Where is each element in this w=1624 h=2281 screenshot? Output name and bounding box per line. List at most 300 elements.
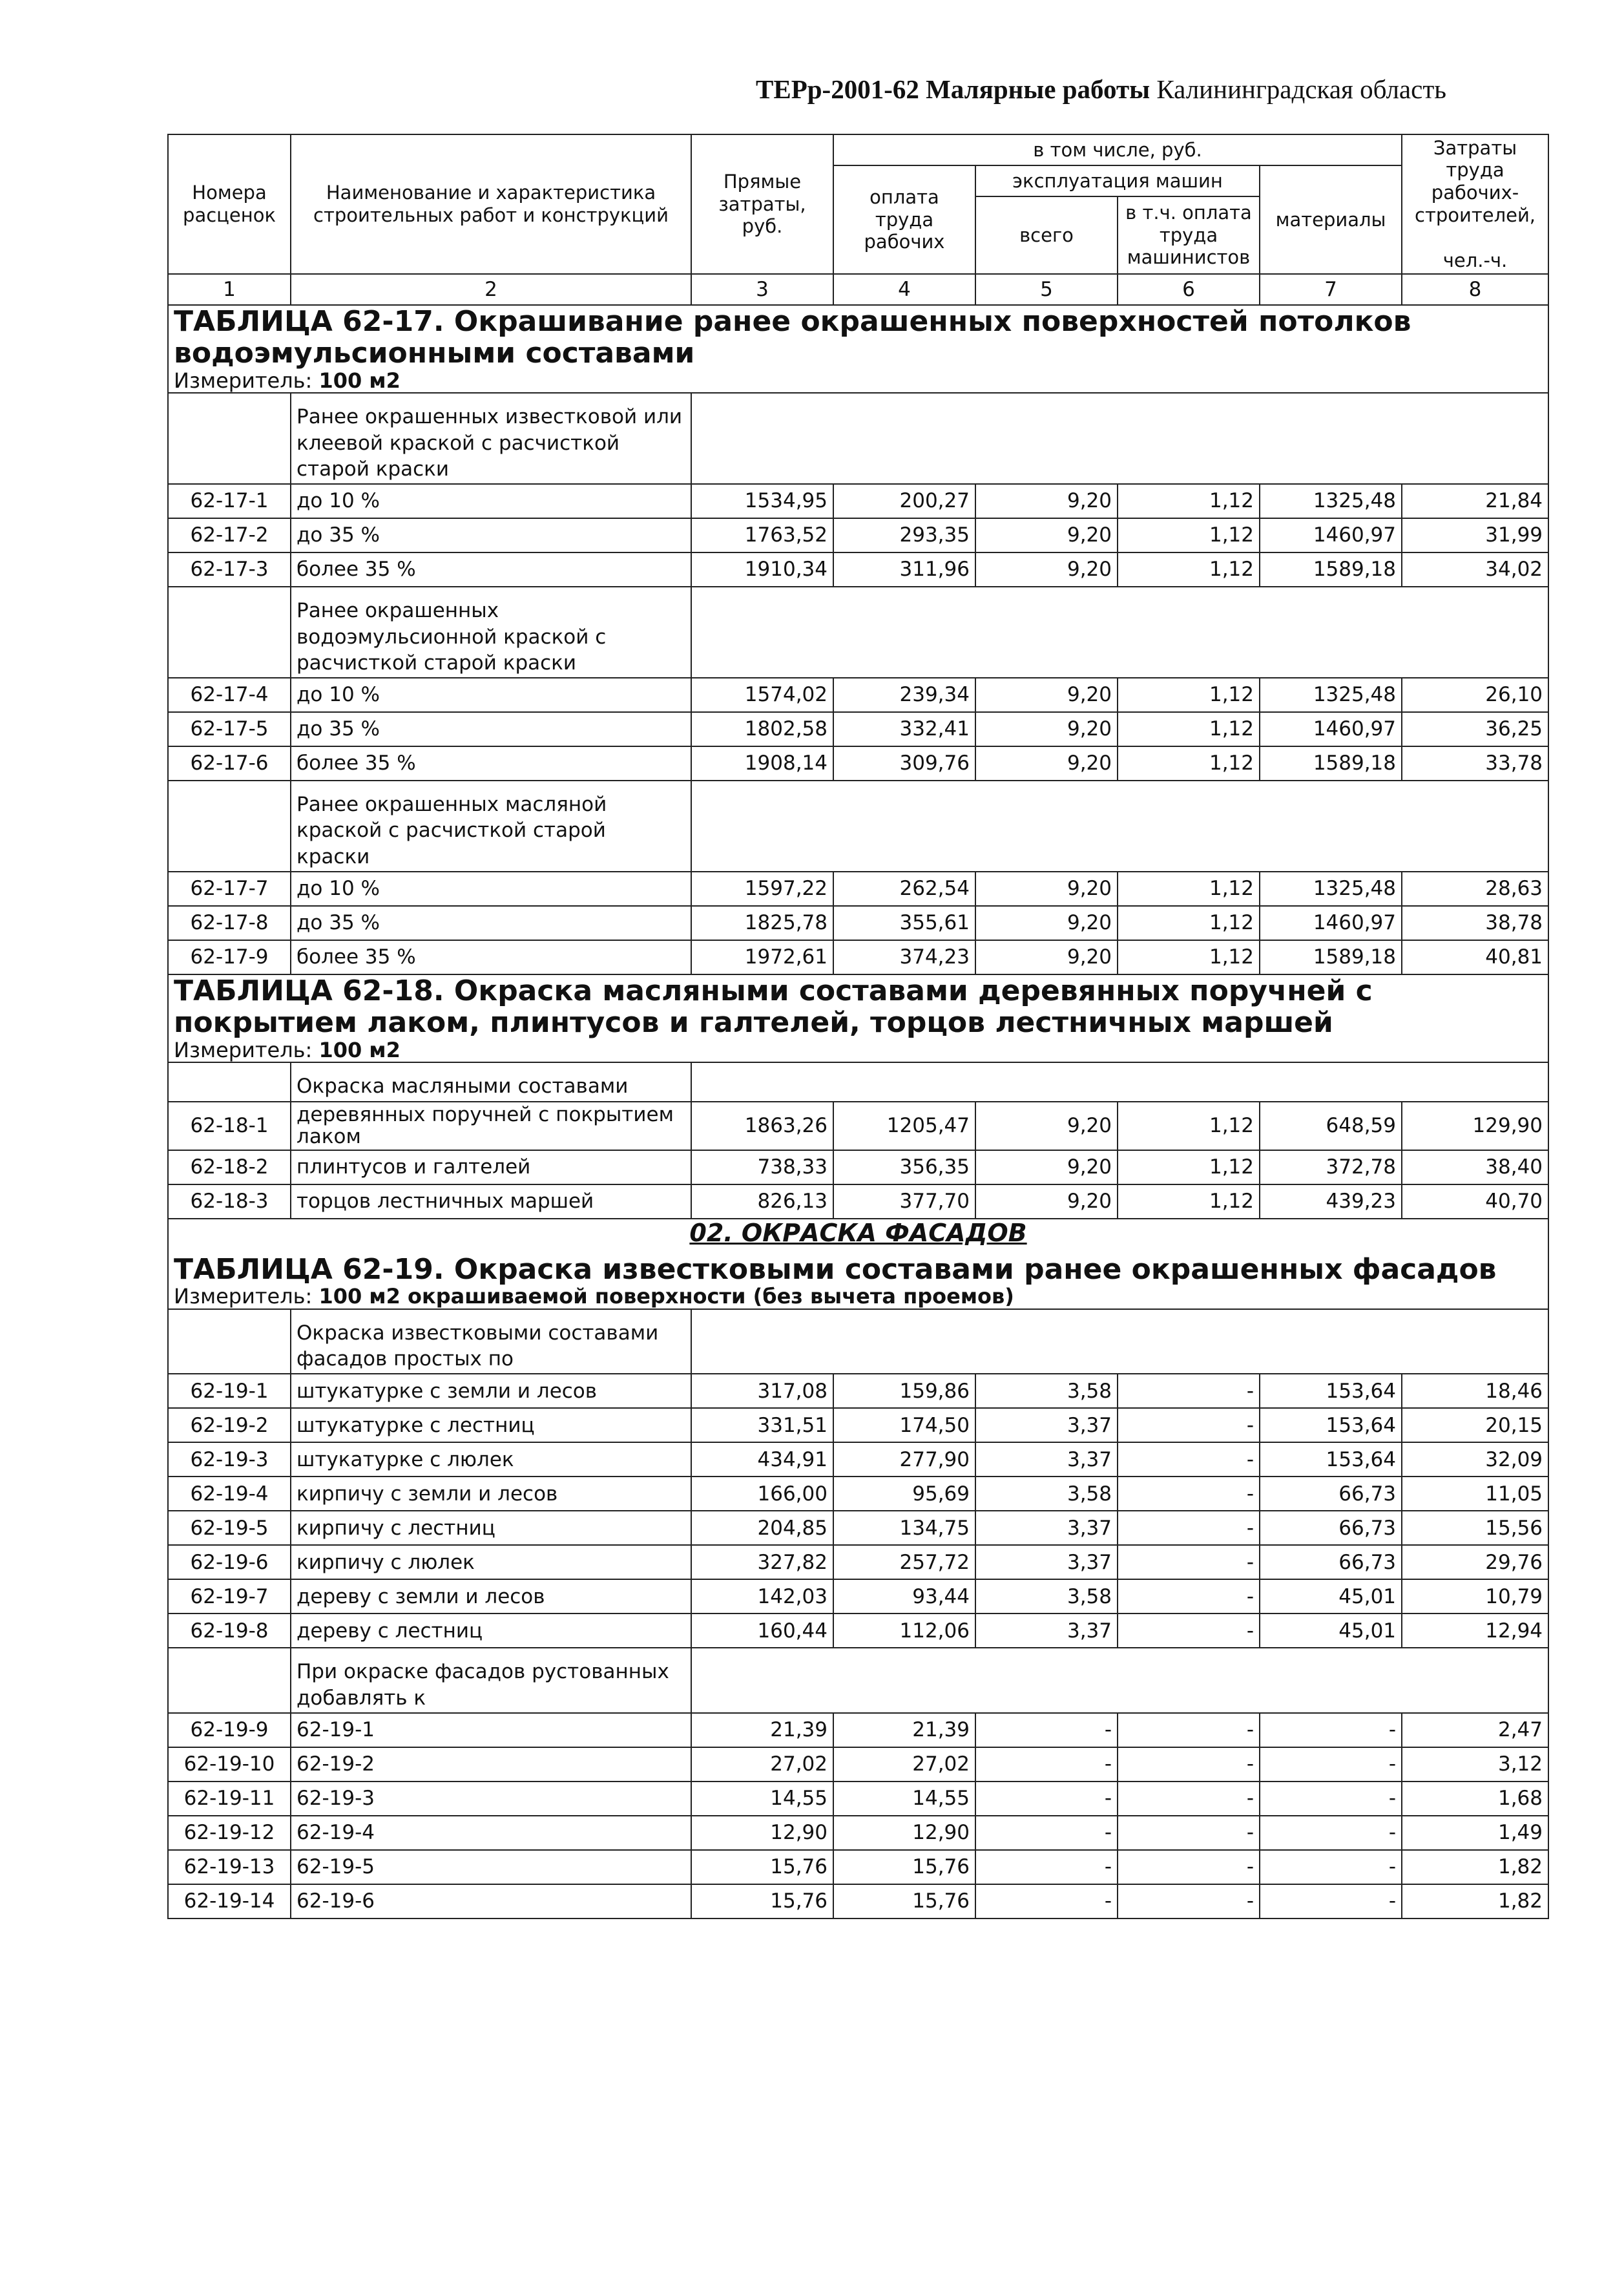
- direct-cost: 327,82: [691, 1545, 833, 1579]
- machine-cost: 9,20: [975, 518, 1118, 552]
- group-header-row: [168, 587, 1548, 678]
- direct-cost: 204,85: [691, 1511, 833, 1545]
- col-hours-line2: чел.-ч.: [1442, 249, 1508, 271]
- rate-code: 62-17-5: [168, 712, 291, 746]
- machine-cost: 9,20: [975, 872, 1118, 906]
- machine-cost: 9,20: [975, 1102, 1118, 1150]
- table-row: [168, 940, 1548, 974]
- rate-code: 62-17-7: [168, 872, 291, 906]
- labor-cost: 311,96: [833, 552, 975, 587]
- labor-hours: 26,10: [1402, 678, 1548, 712]
- labor-cost: 332,41: [833, 712, 975, 746]
- table-row: [168, 712, 1548, 746]
- machine-labor-cost: -: [1118, 1579, 1260, 1614]
- machine-labor-cost: 1,12: [1118, 678, 1260, 712]
- machine-cost: -: [975, 1850, 1118, 1884]
- rate-code: 62-17-8: [168, 906, 291, 940]
- labor-hours: 1,82: [1402, 1884, 1548, 1918]
- labor-hours: 129,90: [1402, 1102, 1548, 1150]
- col-num: 4: [833, 274, 975, 305]
- work-name: до 10 %: [291, 484, 691, 518]
- labor-hours: 20,15: [1402, 1408, 1548, 1442]
- work-name: 62-19-6: [291, 1884, 691, 1918]
- direct-cost: 826,13: [691, 1184, 833, 1219]
- machine-cost: 3,58: [975, 1374, 1118, 1408]
- machine-labor-cost: -: [1118, 1614, 1260, 1648]
- direct-cost: 434,91: [691, 1442, 833, 1477]
- table-row: [168, 1816, 1548, 1850]
- labor-cost: 355,61: [833, 906, 975, 940]
- group-label: Окраска масляными составами: [291, 1062, 691, 1101]
- unit-value: 100 м2: [318, 368, 401, 393]
- rate-code: 62-17-9: [168, 940, 291, 974]
- table-row: [168, 746, 1548, 781]
- col-num: 1: [168, 274, 291, 305]
- machine-labor-cost: -: [1118, 1477, 1260, 1511]
- materials-cost: 1325,48: [1260, 484, 1402, 518]
- group-code-cell: [168, 1062, 291, 1101]
- work-name: кирпичу с земли и лесов: [291, 1477, 691, 1511]
- direct-cost: 1802,58: [691, 712, 833, 746]
- table-title-row: [168, 1247, 1548, 1285]
- table-row: [168, 1184, 1548, 1219]
- machine-cost: 3,37: [975, 1545, 1118, 1579]
- labor-cost: 93,44: [833, 1579, 975, 1614]
- col-num: 3: [691, 274, 833, 305]
- machine-cost: 9,20: [975, 552, 1118, 587]
- work-name: до 35 %: [291, 906, 691, 940]
- materials-cost: 45,01: [1260, 1614, 1402, 1648]
- machine-labor-cost: 1,12: [1118, 518, 1260, 552]
- work-name: дереву с земли и лесов: [291, 1579, 691, 1614]
- machine-labor-cost: 1,12: [1118, 1184, 1260, 1219]
- labor-hours: 15,56: [1402, 1511, 1548, 1545]
- labor-cost: 200,27: [833, 484, 975, 518]
- table-row: [168, 1511, 1548, 1545]
- labor-hours: 40,70: [1402, 1184, 1548, 1219]
- rate-code: 62-19-1: [168, 1374, 291, 1408]
- rate-code: 62-19-11: [168, 1782, 291, 1816]
- labor-cost: 257,72: [833, 1545, 975, 1579]
- col-direct-header: Прямые затраты, руб.: [691, 134, 833, 274]
- machine-cost: 9,20: [975, 1150, 1118, 1184]
- col-machines-total-header: всего: [975, 196, 1118, 274]
- labor-cost: 21,39: [833, 1713, 975, 1747]
- machine-cost: 9,20: [975, 1184, 1118, 1219]
- machine-cost: 9,20: [975, 906, 1118, 940]
- labor-hours: 36,25: [1402, 712, 1548, 746]
- rate-code: 62-19-9: [168, 1713, 291, 1747]
- table-row: [168, 1442, 1548, 1477]
- group-label: Окраска известковыми составами фасадов простых по: [291, 1309, 691, 1374]
- labor-hours: 31,99: [1402, 518, 1548, 552]
- labor-hours: 18,46: [1402, 1374, 1548, 1408]
- materials-cost: 1325,48: [1260, 678, 1402, 712]
- labor-hours: 38,40: [1402, 1150, 1548, 1184]
- table-row: [168, 872, 1548, 906]
- unit-label: Измеритель:: [174, 1283, 313, 1309]
- group-header-row: [168, 1062, 1548, 1101]
- table-row: [168, 484, 1548, 518]
- direct-cost: 1863,26: [691, 1102, 833, 1150]
- direct-cost: 1910,34: [691, 552, 833, 587]
- direct-cost: 1763,52: [691, 518, 833, 552]
- rate-code: 62-17-6: [168, 746, 291, 781]
- subsection-row: [168, 1219, 1548, 1247]
- labor-hours: 2,47: [1402, 1713, 1548, 1747]
- materials-cost: 66,73: [1260, 1511, 1402, 1545]
- col-labor-header: оплата труда рабочих: [833, 165, 975, 274]
- rate-code: 62-19-8: [168, 1614, 291, 1648]
- table-row: [168, 1579, 1548, 1614]
- materials-cost: -: [1260, 1713, 1402, 1747]
- direct-cost: 1908,14: [691, 746, 833, 781]
- direct-cost: 331,51: [691, 1408, 833, 1442]
- table-row: [168, 1545, 1548, 1579]
- machine-labor-cost: -: [1118, 1782, 1260, 1816]
- table-row: [168, 1150, 1548, 1184]
- machine-labor-cost: 1,12: [1118, 906, 1260, 940]
- work-name: более 35 %: [291, 552, 691, 587]
- table-row: [168, 552, 1548, 587]
- labor-cost: 277,90: [833, 1442, 975, 1477]
- labor-hours: 10,79: [1402, 1579, 1548, 1614]
- group-code-cell: [168, 393, 291, 484]
- group-spacer: [691, 1309, 1548, 1374]
- machine-labor-cost: -: [1118, 1713, 1260, 1747]
- labor-cost: 262,54: [833, 872, 975, 906]
- labor-cost: 174,50: [833, 1408, 975, 1442]
- col-num: 6: [1118, 274, 1260, 305]
- rate-code: 62-19-13: [168, 1850, 291, 1884]
- materials-cost: 153,64: [1260, 1408, 1402, 1442]
- work-name: кирпичу с лестниц: [291, 1511, 691, 1545]
- materials-cost: 1460,97: [1260, 712, 1402, 746]
- table-header: [168, 134, 1548, 274]
- work-name: более 35 %: [291, 746, 691, 781]
- rate-code: 62-19-7: [168, 1579, 291, 1614]
- table-title: ТАБЛИЦА 62-19. Окраска известковыми составами ранее окрашенных фасадов: [168, 1247, 1548, 1285]
- work-name: до 35 %: [291, 518, 691, 552]
- machine-labor-cost: 1,12: [1118, 484, 1260, 518]
- group-spacer: [691, 1648, 1548, 1713]
- rate-code: 62-18-1: [168, 1102, 291, 1150]
- materials-cost: -: [1260, 1850, 1402, 1884]
- unit-label: Измеритель:: [174, 1037, 313, 1062]
- work-name: дереву с лестниц: [291, 1614, 691, 1648]
- rate-code: 62-18-3: [168, 1184, 291, 1219]
- labor-hours: 33,78: [1402, 746, 1548, 781]
- work-name: деревянных поручней с покрытием лаком: [291, 1102, 691, 1150]
- direct-cost: 166,00: [691, 1477, 833, 1511]
- machine-cost: 3,37: [975, 1614, 1118, 1648]
- rate-code: 62-19-3: [168, 1442, 291, 1477]
- work-name: до 35 %: [291, 712, 691, 746]
- group-label: Ранее окрашенных известковой или клеевой краской с расчисткой старой краски: [291, 393, 691, 484]
- machine-labor-cost: 1,12: [1118, 552, 1260, 587]
- col-number-header: Номера расценок: [168, 134, 291, 274]
- labor-hours: 1,49: [1402, 1816, 1548, 1850]
- work-name: до 10 %: [291, 678, 691, 712]
- direct-cost: 1825,78: [691, 906, 833, 940]
- direct-cost: 1534,95: [691, 484, 833, 518]
- direct-cost: 160,44: [691, 1614, 833, 1648]
- work-name: торцов лестничных маршей: [291, 1184, 691, 1219]
- column-numbers-row: [168, 274, 1548, 305]
- materials-cost: -: [1260, 1884, 1402, 1918]
- rate-code: 62-19-12: [168, 1816, 291, 1850]
- labor-cost: 356,35: [833, 1150, 975, 1184]
- work-name: 62-19-3: [291, 1782, 691, 1816]
- subsection-title: 02. ОКРАСКА ФАСАДОВ: [168, 1219, 1548, 1247]
- col-incl-header: в том числе, руб.: [833, 134, 1402, 165]
- col-machines-labor-header: в т.ч. оплата труда машинистов: [1118, 196, 1260, 274]
- table-row: [168, 1884, 1548, 1918]
- doc-region: Калининградская область: [1156, 74, 1446, 104]
- labor-hours: 32,09: [1402, 1442, 1548, 1477]
- table-title-row: [168, 974, 1548, 1039]
- unit-row: [168, 1039, 1548, 1063]
- rate-code: 62-17-4: [168, 678, 291, 712]
- group-code-cell: [168, 1309, 291, 1374]
- rate-code: 62-17-3: [168, 552, 291, 587]
- unit-cell: [168, 370, 1548, 394]
- unit-row: [168, 370, 1548, 394]
- labor-cost: 95,69: [833, 1477, 975, 1511]
- materials-cost: 66,73: [1260, 1477, 1402, 1511]
- machine-cost: 9,20: [975, 940, 1118, 974]
- machine-cost: 9,20: [975, 712, 1118, 746]
- direct-cost: 15,76: [691, 1850, 833, 1884]
- machine-labor-cost: 1,12: [1118, 746, 1260, 781]
- materials-cost: 1325,48: [1260, 872, 1402, 906]
- machine-labor-cost: -: [1118, 1884, 1260, 1918]
- work-name: кирпичу с люлек: [291, 1545, 691, 1579]
- labor-cost: 14,55: [833, 1782, 975, 1816]
- work-name: 62-19-4: [291, 1816, 691, 1850]
- machine-cost: 9,20: [975, 678, 1118, 712]
- col-materials-header: материалы: [1260, 165, 1402, 274]
- work-name: штукатурке с люлек: [291, 1442, 691, 1477]
- labor-hours: 21,84: [1402, 484, 1548, 518]
- table-row: [168, 1374, 1548, 1408]
- machine-cost: -: [975, 1713, 1118, 1747]
- machine-labor-cost: 1,12: [1118, 1150, 1260, 1184]
- work-name: плинтусов и галтелей: [291, 1150, 691, 1184]
- col-num: 7: [1260, 274, 1402, 305]
- table-title: ТАБЛИЦА 62-18. Окраска масляными составами деревянных поручней с покрытием лаком, плинтусов и галтелей, торцов лестничных маршей: [168, 974, 1548, 1039]
- machine-cost: -: [975, 1816, 1118, 1850]
- labor-cost: 134,75: [833, 1511, 975, 1545]
- table-row: [168, 1614, 1548, 1648]
- labor-cost: 309,76: [833, 746, 975, 781]
- table-row: [168, 678, 1548, 712]
- group-code-cell: [168, 1648, 291, 1713]
- group-spacer: [691, 781, 1548, 872]
- unit-value: 100 м2 окрашиваемой поверхности (без вычета проемов): [318, 1283, 1014, 1309]
- table-row: [168, 1782, 1548, 1816]
- labor-hours: 38,78: [1402, 906, 1548, 940]
- machine-cost: 3,37: [975, 1511, 1118, 1545]
- labor-hours: 34,02: [1402, 552, 1548, 587]
- labor-hours: 1,68: [1402, 1782, 1548, 1816]
- rate-code: 62-17-1: [168, 484, 291, 518]
- materials-cost: 1460,97: [1260, 518, 1402, 552]
- labor-cost: 374,23: [833, 940, 975, 974]
- group-header-row: [168, 1309, 1548, 1374]
- rate-code: 62-17-2: [168, 518, 291, 552]
- doc-title: Малярные работы: [926, 74, 1150, 104]
- rate-code: 62-19-2: [168, 1408, 291, 1442]
- direct-cost: 142,03: [691, 1579, 833, 1614]
- machine-labor-cost: 1,12: [1118, 940, 1260, 974]
- labor-hours: 12,94: [1402, 1614, 1548, 1648]
- materials-cost: 45,01: [1260, 1579, 1402, 1614]
- machine-cost: 9,20: [975, 746, 1118, 781]
- table-row: [168, 1408, 1548, 1442]
- machine-cost: -: [975, 1884, 1118, 1918]
- work-name: 62-19-1: [291, 1713, 691, 1747]
- machine-labor-cost: 1,12: [1118, 712, 1260, 746]
- group-label: Ранее окрашенных водоэмульсионной краской с расчисткой старой краски: [291, 587, 691, 678]
- unit-row: [168, 1285, 1548, 1309]
- group-header-row: [168, 781, 1548, 872]
- machine-labor-cost: -: [1118, 1747, 1260, 1782]
- materials-cost: 1460,97: [1260, 906, 1402, 940]
- direct-cost: 21,39: [691, 1713, 833, 1747]
- machine-labor-cost: -: [1118, 1511, 1260, 1545]
- col-hours-line1: Затраты труда рабочих-строителей,: [1415, 136, 1536, 226]
- machine-cost: 3,37: [975, 1442, 1118, 1477]
- unit-cell: [168, 1285, 1548, 1309]
- rate-code: 62-19-4: [168, 1477, 291, 1511]
- materials-cost: -: [1260, 1816, 1402, 1850]
- materials-cost: 66,73: [1260, 1545, 1402, 1579]
- labor-cost: 15,76: [833, 1850, 975, 1884]
- group-spacer: [691, 1062, 1548, 1101]
- materials-cost: 153,64: [1260, 1374, 1402, 1408]
- work-name: штукатурке с лестниц: [291, 1408, 691, 1442]
- table-row: [168, 1477, 1548, 1511]
- machine-cost: 3,58: [975, 1579, 1118, 1614]
- group-spacer: [691, 587, 1548, 678]
- direct-cost: 12,90: [691, 1816, 833, 1850]
- col-machines-header: эксплуатация машин: [975, 165, 1260, 196]
- table-body: [168, 274, 1548, 1918]
- work-name: до 10 %: [291, 872, 691, 906]
- table-title: ТАБЛИЦА 62-17. Окрашивание ранее окрашенных поверхностей потолков водоэмульсионными составами: [168, 305, 1548, 370]
- machine-labor-cost: -: [1118, 1374, 1260, 1408]
- machine-cost: -: [975, 1747, 1118, 1782]
- machine-labor-cost: 1,12: [1118, 1102, 1260, 1150]
- machine-labor-cost: 1,12: [1118, 872, 1260, 906]
- direct-cost: 317,08: [691, 1374, 833, 1408]
- group-label: При окраске фасадов рустованных добавлять к: [291, 1648, 691, 1713]
- materials-cost: 1589,18: [1260, 746, 1402, 781]
- materials-cost: -: [1260, 1782, 1402, 1816]
- machine-labor-cost: -: [1118, 1850, 1260, 1884]
- materials-cost: 648,59: [1260, 1102, 1402, 1150]
- machine-cost: -: [975, 1782, 1118, 1816]
- materials-cost: 439,23: [1260, 1184, 1402, 1219]
- labor-hours: 28,63: [1402, 872, 1548, 906]
- labor-cost: 27,02: [833, 1747, 975, 1782]
- table-row: [168, 1747, 1548, 1782]
- rate-code: 62-19-10: [168, 1747, 291, 1782]
- labor-hours: 40,81: [1402, 940, 1548, 974]
- direct-cost: 15,76: [691, 1884, 833, 1918]
- labor-cost: 12,90: [833, 1816, 975, 1850]
- direct-cost: 14,55: [691, 1782, 833, 1816]
- labor-cost: 112,06: [833, 1614, 975, 1648]
- table-row: [168, 1713, 1548, 1747]
- machine-cost: 3,58: [975, 1477, 1118, 1511]
- rate-code: 62-19-6: [168, 1545, 291, 1579]
- table-title-row: [168, 305, 1548, 370]
- direct-cost: 738,33: [691, 1150, 833, 1184]
- col-hours-header: [1402, 134, 1548, 274]
- labor-hours: 1,82: [1402, 1850, 1548, 1884]
- labor-cost: 1205,47: [833, 1102, 975, 1150]
- work-name: 62-19-2: [291, 1747, 691, 1782]
- col-num: 8: [1402, 274, 1548, 305]
- labor-cost: 377,70: [833, 1184, 975, 1219]
- estimate-table: [167, 134, 1549, 1919]
- rate-code: 62-18-2: [168, 1150, 291, 1184]
- unit-value: 100 м2: [318, 1037, 401, 1062]
- group-code-cell: [168, 587, 291, 678]
- materials-cost: 1589,18: [1260, 940, 1402, 974]
- col-name-header: Наименование и характеристика строительных работ и конструкций: [291, 134, 691, 274]
- estimate-table-wrap: [167, 134, 1548, 1919]
- labor-hours: 3,12: [1402, 1747, 1548, 1782]
- work-name: штукатурке с земли и лесов: [291, 1374, 691, 1408]
- group-header-row: [168, 1648, 1548, 1713]
- machine-labor-cost: -: [1118, 1408, 1260, 1442]
- unit-label: Измеритель:: [174, 368, 313, 393]
- labor-cost: 239,34: [833, 678, 975, 712]
- direct-cost: 1972,61: [691, 940, 833, 974]
- labor-hours: 11,05: [1402, 1477, 1548, 1511]
- direct-cost: 1574,02: [691, 678, 833, 712]
- labor-hours: 29,76: [1402, 1545, 1548, 1579]
- labor-cost: 159,86: [833, 1374, 975, 1408]
- machine-cost: 3,37: [975, 1408, 1118, 1442]
- group-code-cell: [168, 781, 291, 872]
- work-name: 62-19-5: [291, 1850, 691, 1884]
- materials-cost: 372,78: [1260, 1150, 1402, 1184]
- col-num: 2: [291, 274, 691, 305]
- table-row: [168, 1850, 1548, 1884]
- materials-cost: 1589,18: [1260, 552, 1402, 587]
- page-header: [756, 74, 1550, 105]
- direct-cost: 1597,22: [691, 872, 833, 906]
- rate-code: 62-19-5: [168, 1511, 291, 1545]
- work-name: более 35 %: [291, 940, 691, 974]
- group-header-row: [168, 393, 1548, 484]
- group-label: Ранее окрашенных масляной краской с расчисткой старой краски: [291, 781, 691, 872]
- group-spacer: [691, 393, 1548, 484]
- materials-cost: 153,64: [1260, 1442, 1402, 1477]
- unit-cell: [168, 1039, 1548, 1063]
- table-row: [168, 906, 1548, 940]
- machine-labor-cost: -: [1118, 1816, 1260, 1850]
- table-row: [168, 518, 1548, 552]
- machine-labor-cost: -: [1118, 1442, 1260, 1477]
- materials-cost: -: [1260, 1747, 1402, 1782]
- machine-cost: 9,20: [975, 484, 1118, 518]
- doc-code: ТЕРр-2001-62: [756, 74, 919, 104]
